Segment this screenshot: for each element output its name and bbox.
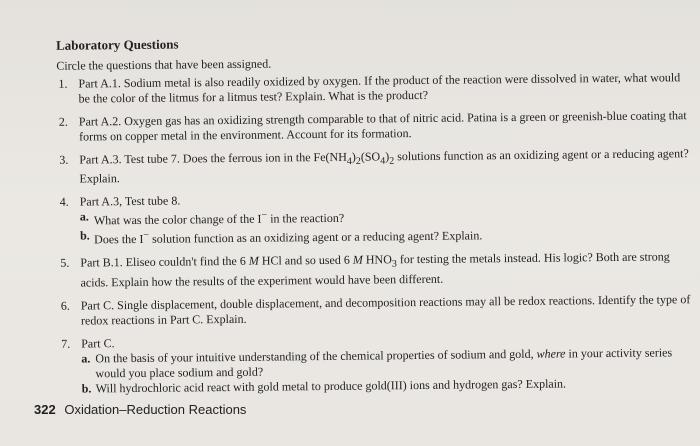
question-6 xyxy=(39,292,691,329)
subquestion-label: b. xyxy=(80,228,90,243)
question-3 xyxy=(37,146,689,187)
question-number: 2. xyxy=(58,114,68,129)
subquestion-label: b. xyxy=(81,381,92,396)
question-number: 4. xyxy=(59,195,69,210)
question-number: 3. xyxy=(59,152,69,167)
page-footer xyxy=(34,402,246,417)
subquestion-b: b. Will hydrochloric acid react with gold metal to produce gold(III) ions and hydrogen gas? Explain. xyxy=(81,376,567,396)
question-7 xyxy=(39,330,692,397)
question-number: 1. xyxy=(58,76,68,91)
subquestion-a: a. On the basis of your intuitive understanding of the chemical properties of sodium and gold, where in your activity series would you place sodium and gold? xyxy=(81,345,673,381)
question-2 xyxy=(37,108,689,145)
subquestion-label: a. xyxy=(81,351,91,366)
question-text: Part C. xyxy=(81,335,115,351)
section-heading: Laboratory Questions xyxy=(55,36,179,53)
question-text: Part A.3. Test tube 7. Does the ferrous ion in the $Fe(NH_4)_2(SO_4)_2$ solutions function as an oxidizing agent or a reducing agent? Explain. xyxy=(79,146,689,186)
question-text: Part C. Single displacement, double displacement, and decomposition reactions may all be redox reactions. Identify the type of redox reactions in Part C. Explain. xyxy=(80,291,691,328)
question-1 xyxy=(36,70,688,107)
page-number: 322 xyxy=(34,402,56,417)
question-number: 7. xyxy=(61,336,71,351)
subquestion-b: b. Does the I− solution function as an oxidizing agent or a reducing agent? Explain. xyxy=(80,228,483,247)
question-text: Part A.2. Oxygen gas has an oxidizing strength comparable to that of nitric acid. Patina is a green or greenish-blue coating that forms on copper metal in the environment. Account for its formation. xyxy=(78,108,687,144)
question-number: 6. xyxy=(60,298,70,313)
questions-section xyxy=(36,31,692,405)
bleed-through-text xyxy=(300,12,303,27)
chapter-title: Oxidation–Reduction Reactions xyxy=(64,402,247,417)
question-4 xyxy=(38,189,691,249)
question-5 xyxy=(38,250,690,291)
intro-text: Circle the questions that have been assigned. xyxy=(56,56,272,73)
subquestion-label: a. xyxy=(79,209,89,224)
question-number: 5. xyxy=(60,256,70,271)
question-text: Part B.1. Eliseo couldn't find the 6 M HCl and so used 6 M $HNO_3$ for testing the metals instead. His logic? Both are strong acids. Explain how the results of the experiment would have been different. xyxy=(80,249,670,290)
subquestion-a: a. What was the color change of the I− in the reaction? xyxy=(79,209,345,228)
question-text: Part A.1. Sodium metal is also readily oxidized by oxygen. If the product of the reaction were dissolved in water, what would be the color of the litmus for a litmus test? Explain. What is the product? xyxy=(78,70,681,106)
question-text: Part A.3, Test tube 8. xyxy=(79,193,181,209)
